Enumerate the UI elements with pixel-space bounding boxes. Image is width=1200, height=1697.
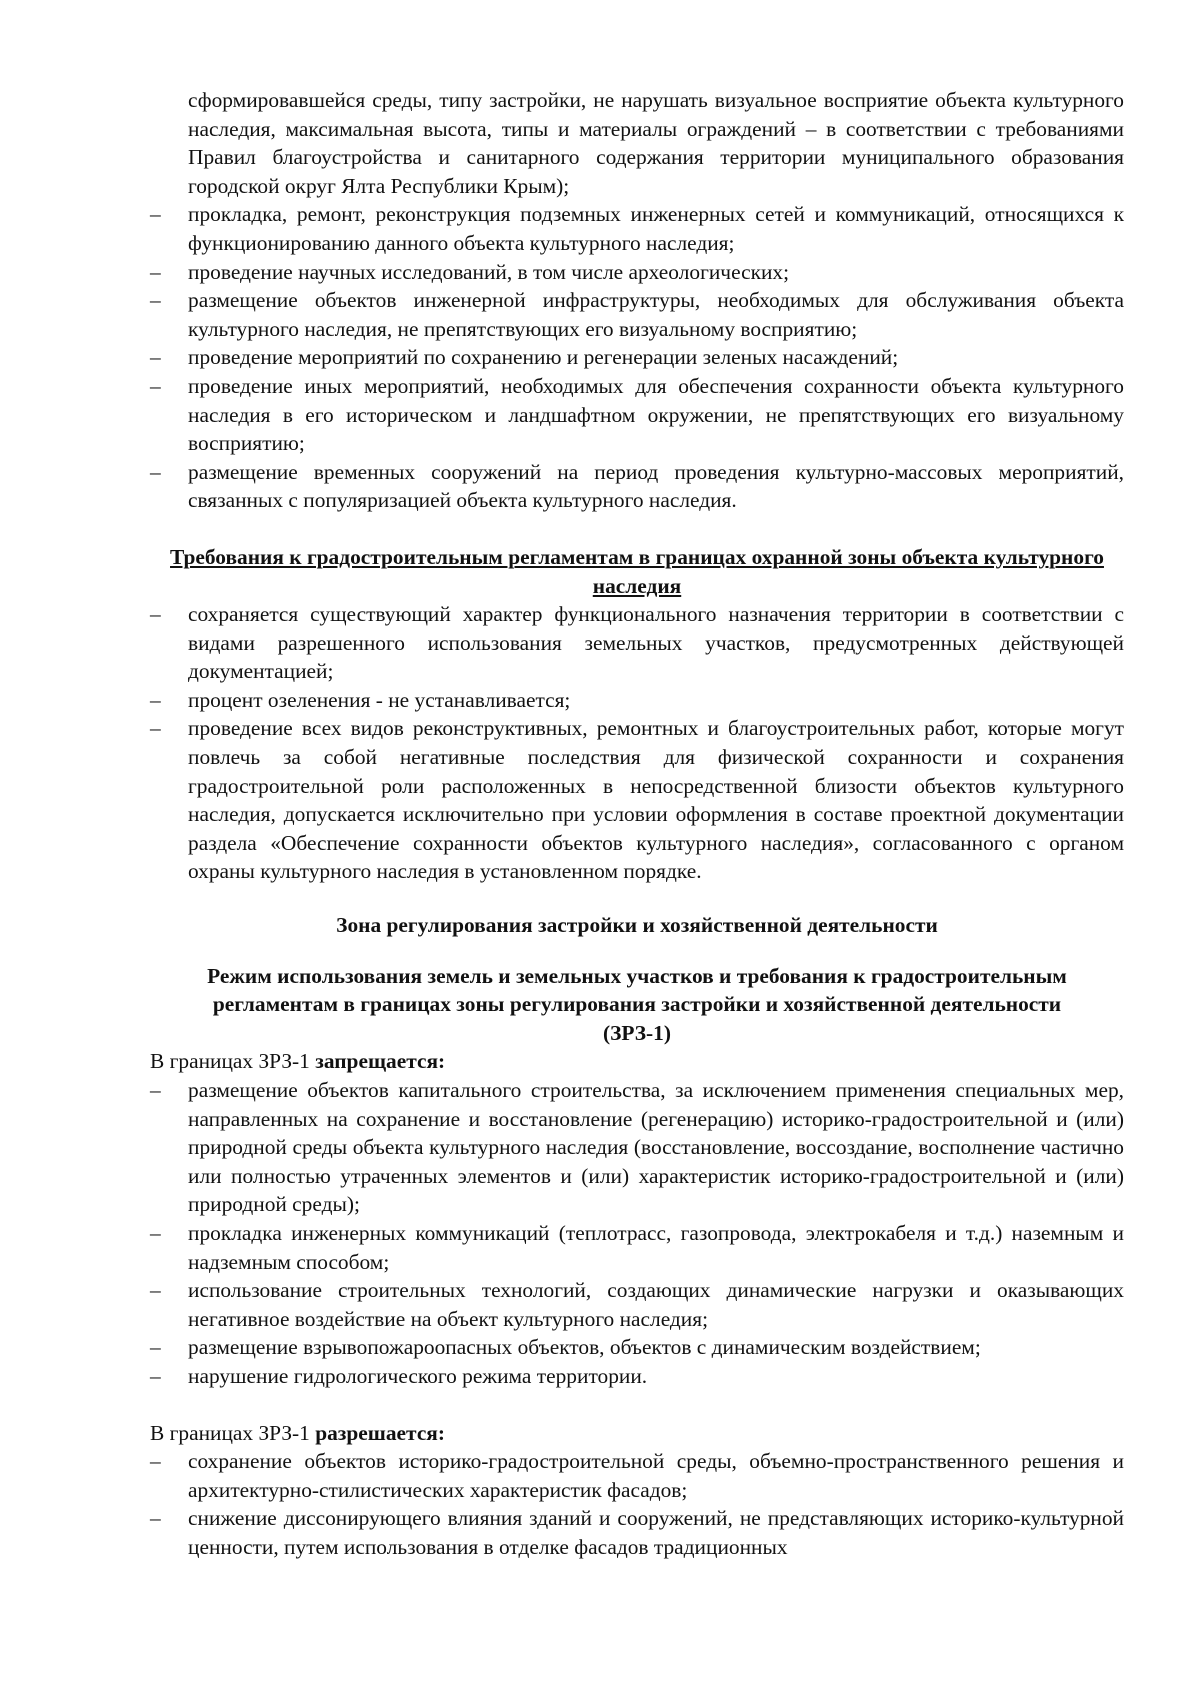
dash-marker: –	[150, 373, 161, 398]
regime-heading: Режим использования земель и земельных участков и требования к градостроительным регламентам в границах зоны регулирования застройки и хозяйственной деятельности (ЗРЗ-1)	[207, 963, 1067, 1045]
list-item	[150, 714, 1124, 886]
list-item	[150, 1362, 1124, 1391]
dash-marker: –	[150, 202, 161, 227]
list-item	[150, 200, 1124, 257]
dash-marker: –	[150, 459, 161, 484]
list-item-text: прокладка инженерных коммуникаций (теплотрасс, газопровода, электрокабеля и т.д.) наземным и надземным способом;	[188, 1220, 1124, 1274]
list-item-text: снижение диссонирующего влияния зданий и сооружений, не представляющих историко-культурной ценности, путем использования в отделке фасадов традиционных	[188, 1506, 1124, 1559]
list-item	[150, 686, 1124, 715]
list-item-text: проведение иных мероприятий, необходимых для обеспечения сохранности объекта культурного наследия в его историческом и ландшафтном окружении, не препятствующих его визуальному восприятию;	[188, 373, 1124, 456]
dash-marker: –	[150, 1506, 161, 1531]
list-item-text: прокладка, ремонт, реконструкция подземных инженерных сетей и коммуникаций, относящихся к функционированию данного объекта культурного наследия;	[188, 202, 1124, 255]
list-item-text: проведение мероприятий по сохранению и регенерации зеленых насаждений;	[188, 345, 899, 370]
list-item	[150, 1219, 1124, 1276]
allowed-measures-list	[150, 200, 1124, 515]
list-item	[150, 1333, 1124, 1362]
continuation-paragraph: сформировавшейся среды, типу застройки, не нарушать визуальное восприятие объекта культурного наследия, максимальная высота, типы и материалы ограждений – в соответствии с требованиями Правил благоустройства и санитарного содержания территории муниципального образования городской округ Ялта Республики Крым);	[188, 88, 1124, 198]
list-item	[150, 458, 1124, 515]
list-item	[150, 286, 1124, 343]
list-item-text: размещение временных сооружений на период проведения культурно-массовых мероприятий, связанных с популяризацией объекта культурного наследия.	[188, 459, 1124, 513]
permitted-list	[150, 1447, 1124, 1561]
requirements-heading: Требования к градостроительным регламентам в границах охранной зоны объекта культурного наследия	[170, 544, 1104, 598]
prohibited-list	[150, 1076, 1124, 1391]
list-item-text: сохранение объектов историко-градостроительной среды, объемно-пространственного решения и архитектурно-стилистических характеристик фасадов;	[188, 1449, 1124, 1502]
permitted-intro	[150, 1419, 1124, 1448]
dash-marker: –	[150, 1449, 161, 1474]
list-item	[150, 1447, 1124, 1504]
prohibited-intro-keyword: запрещается:	[315, 1049, 446, 1074]
requirements-list	[150, 600, 1124, 886]
list-item-text: проведение всех видов реконструктивных, ремонтных и благоустроительных работ, которые могут повлечь за собой негативные последствия для физической сохранности и сохранения градостроительной роли расположенных в непосредственной близости объектов культурного наследия, допускается исключительно при условии оформления в составе проектной документации раздела «Обеспечение сохранности объектов культурного наследия», согласованного с органом охраны культурного наследия в установленном порядке.	[188, 716, 1124, 884]
list-item	[150, 600, 1124, 686]
dash-marker: –	[150, 345, 161, 370]
list-item	[150, 1504, 1124, 1561]
dash-marker: –	[150, 1363, 161, 1388]
dash-marker: –	[150, 1078, 161, 1102]
list-item-text: размещение объектов капитального строительства, за исключением применения специальных мер, направленных на сохранение и восстановление (регенерацию) историко-градостроительной и (или) природной среды объекта культурного наследия (восстановление, воссоздание, восполнение частично или полностью утраченных элементов и (или) характеристик историко-градостроительной и (или) природной среды);	[188, 1078, 1124, 1217]
list-item-text: размещение взрывопожароопасных объектов, объектов с динамическим воздействием;	[188, 1335, 981, 1360]
list-item-text: размещение объектов инженерной инфраструктуры, необходимых для обслуживания объекта культурного наследия, не препятствующих его визуальному восприятию;	[188, 288, 1124, 341]
permitted-intro-keyword: разрешается:	[315, 1420, 446, 1445]
dash-marker: –	[150, 259, 161, 284]
list-item	[150, 1276, 1124, 1333]
prohibited-intro-prefix: В границах ЗРЗ-1	[150, 1049, 316, 1074]
dash-marker: –	[150, 716, 161, 741]
list-item-text: нарушение гидрологического режима территории.	[188, 1363, 648, 1388]
prohibited-intro	[150, 1047, 1124, 1076]
list-item	[150, 343, 1124, 372]
list-item	[150, 372, 1124, 458]
list-item	[150, 258, 1124, 287]
list-item	[150, 1076, 1124, 1219]
zone-heading: Зона регулирования застройки и хозяйственной деятельности	[336, 913, 938, 938]
dash-marker: –	[150, 687, 161, 712]
list-item-text: использование строительных технологий, создающих динамические нагрузки и оказывающих негативное воздействие на объект культурного наследия;	[188, 1278, 1124, 1331]
list-item-text: проведение научных исследований, в том числе археологических;	[188, 259, 790, 284]
dash-marker: –	[150, 602, 161, 627]
list-item-text: процент озеленения - не устанавливается;	[188, 687, 571, 712]
dash-marker: –	[150, 1335, 161, 1360]
dash-marker: –	[150, 288, 161, 313]
list-item-text: сохраняется существующий характер функционального назначения территории в соответствии с видами разрешенного использования земельных участков, предусмотренных действующей документацией;	[188, 602, 1124, 684]
dash-marker: –	[150, 1278, 161, 1303]
document-body	[150, 86, 1124, 1562]
permitted-intro-prefix: В границах ЗРЗ-1	[150, 1420, 316, 1445]
dash-marker: –	[150, 1220, 161, 1245]
